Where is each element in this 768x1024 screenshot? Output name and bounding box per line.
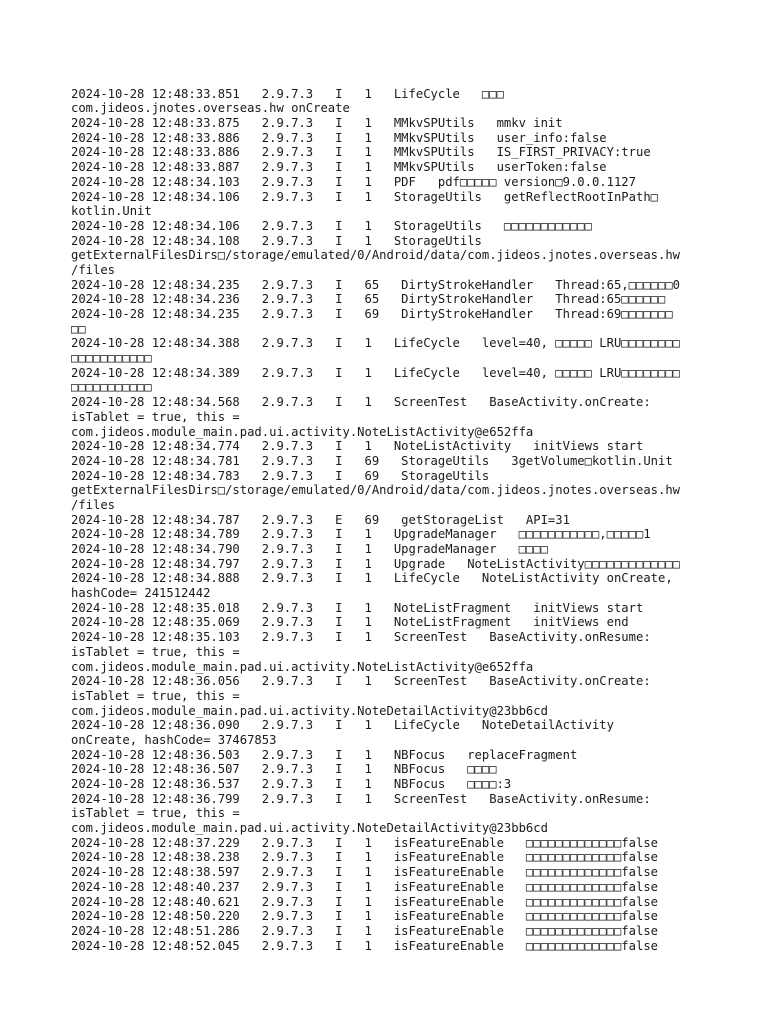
log-line: 2024-10-28 12:48:34.781 2.9.7.3 I 69 StorageUtils 3getVolume□kotlin.Unit xyxy=(71,453,673,468)
log-line: getExternalFilesDirs□/storage/emulated/0/Android/data/com.jideos.jnotes.overseas.hw xyxy=(71,483,681,498)
log-line: 2024-10-28 12:48:34.103 2.9.7.3 I 1 PDF pdf□□□□□ version□9.0.0.1127 xyxy=(71,174,636,189)
log-line: □□□□□□□□□□□ xyxy=(71,351,152,366)
log-line: 2024-10-28 12:48:51.286 2.9.7.3 I 1 isFeatureEnable □□□□□□□□□□□□□false xyxy=(71,923,658,938)
log-line: isTablet = true, this = xyxy=(71,409,240,424)
log-line: 2024-10-28 12:48:34.568 2.9.7.3 I 1 ScreenTest BaseActivity.onCreate: xyxy=(71,395,651,410)
log-line: /files xyxy=(71,262,116,277)
log-line: 2024-10-28 12:48:36.799 2.9.7.3 I 1 ScreenTest BaseActivity.onResume: xyxy=(71,791,651,806)
log-line: 2024-10-28 12:48:33.886 2.9.7.3 I 1 MMkvSPUtils IS_FIRST_PRIVACY:true xyxy=(71,145,651,160)
log-line: 2024-10-28 12:48:33.886 2.9.7.3 I 1 MMkvSPUtils user_info:false xyxy=(71,130,607,145)
log-line: 2024-10-28 12:48:35.069 2.9.7.3 I 1 NoteListFragment initViews end xyxy=(71,615,629,630)
log-line: 2024-10-28 12:48:40.237 2.9.7.3 I 1 isFeatureEnable □□□□□□□□□□□□□false xyxy=(71,879,658,894)
log-line: 2024-10-28 12:48:34.774 2.9.7.3 I 1 NoteListActivity initViews start xyxy=(71,439,644,454)
log-line: 2024-10-28 12:48:34.236 2.9.7.3 I 65 DirtyStrokeHandler Thread:65□□□□□□ xyxy=(71,292,666,307)
log-line: 2024-10-28 12:48:33.851 2.9.7.3 I 1 LifeCycle □□□ xyxy=(71,86,504,101)
log-line: 2024-10-28 12:48:34.789 2.9.7.3 I 1 UpgradeManager □□□□□□□□□□□,□□□□□1 xyxy=(71,527,651,542)
log-line: onCreate, hashCode= 37467853 xyxy=(71,732,277,747)
log-line: 2024-10-28 12:48:36.056 2.9.7.3 I 1 ScreenTest BaseActivity.onCreate: xyxy=(71,674,651,689)
log-line: 2024-10-28 12:48:36.507 2.9.7.3 I 1 NBFocus □□□□ xyxy=(71,762,497,777)
log-line: 2024-10-28 12:48:34.787 2.9.7.3 E 69 getStorageList API=31 xyxy=(71,512,570,527)
log-line: 2024-10-28 12:48:34.797 2.9.7.3 I 1 Upgrade NoteListActivity□□□□□□□□□□□□□ xyxy=(71,556,681,571)
log-line: 2024-10-28 12:48:36.503 2.9.7.3 I 1 NBFocus replaceFragment xyxy=(71,747,578,762)
log-line: /files xyxy=(71,497,116,512)
log-line: com.jideos.module_main.pad.ui.activity.NoteListActivity@e652ffa xyxy=(71,424,534,439)
log-line: isTablet = true, this = xyxy=(71,644,240,659)
log-line: 2024-10-28 12:48:36.537 2.9.7.3 I 1 NBFocus □□□□:3 xyxy=(71,777,512,792)
log-line: 2024-10-28 12:48:37.229 2.9.7.3 I 1 isFeatureEnable □□□□□□□□□□□□□false xyxy=(71,835,658,850)
log-line: isTablet = true, this = xyxy=(71,806,240,821)
log-line: com.jideos.jnotes.overseas.hw onCreate xyxy=(71,101,350,116)
log-line: getExternalFilesDirs□/storage/emulated/0/Android/data/com.jideos.jnotes.overseas.hw xyxy=(71,248,681,263)
log-line: 2024-10-28 12:48:52.045 2.9.7.3 I 1 isFeatureEnable □□□□□□□□□□□□□false xyxy=(71,938,658,953)
log-line: 2024-10-28 12:48:33.887 2.9.7.3 I 1 MMkvSPUtils userToken:false xyxy=(71,160,607,175)
log-line: 2024-10-28 12:48:34.389 2.9.7.3 I 1 LifeCycle level=40, □□□□□ LRU□□□□□□□□ xyxy=(71,365,681,380)
log-line: hashCode= 241512442 xyxy=(71,586,211,601)
log-line: 2024-10-28 12:48:34.388 2.9.7.3 I 1 LifeCycle level=40, □□□□□ LRU□□□□□□□□ xyxy=(71,336,681,351)
log-line: □□ xyxy=(71,321,86,336)
log-line: 2024-10-28 12:48:33.875 2.9.7.3 I 1 MMkvSPUtils mmkv init xyxy=(71,116,563,131)
log-line: 2024-10-28 12:48:34.790 2.9.7.3 I 1 UpgradeManager □□□□ xyxy=(71,542,548,557)
log-line: 2024-10-28 12:48:34.783 2.9.7.3 I 69 StorageUtils xyxy=(71,468,490,483)
log-line: 2024-10-28 12:48:50.220 2.9.7.3 I 1 isFeatureEnable □□□□□□□□□□□□□false xyxy=(71,909,658,924)
log-document xyxy=(71,72,711,953)
log-line: □□□□□□□□□□□ xyxy=(71,380,152,395)
log-line: com.jideos.module_main.pad.ui.activity.NoteDetailActivity@23bb6cd xyxy=(71,703,548,718)
log-line: 2024-10-28 12:48:35.018 2.9.7.3 I 1 NoteListFragment initViews start xyxy=(71,600,644,615)
log-line: 2024-10-28 12:48:34.106 2.9.7.3 I 1 StorageUtils □□□□□□□□□□□□ xyxy=(71,218,592,233)
log-line: 2024-10-28 12:48:34.106 2.9.7.3 I 1 StorageUtils getReflectRootInPath□ xyxy=(71,189,658,204)
log-line: 2024-10-28 12:48:34.108 2.9.7.3 I 1 StorageUtils xyxy=(71,233,482,248)
log-line: com.jideos.module_main.pad.ui.activity.NoteListActivity@e652ffa xyxy=(71,659,534,674)
log-line: 2024-10-28 12:48:38.238 2.9.7.3 I 1 isFeatureEnable □□□□□□□□□□□□□false xyxy=(71,850,658,865)
log-line: 2024-10-28 12:48:34.888 2.9.7.3 I 1 LifeCycle NoteListActivity onCreate, xyxy=(71,571,673,586)
log-line: 2024-10-28 12:48:36.090 2.9.7.3 I 1 LifeCycle NoteDetailActivity xyxy=(71,718,614,733)
log-line: kotlin.Unit xyxy=(71,204,152,219)
log-line: isTablet = true, this = xyxy=(71,688,240,703)
log-line: 2024-10-28 12:48:38.597 2.9.7.3 I 1 isFeatureEnable □□□□□□□□□□□□□false xyxy=(71,865,658,880)
log-line: com.jideos.module_main.pad.ui.activity.NoteDetailActivity@23bb6cd xyxy=(71,821,548,836)
log-line: 2024-10-28 12:48:40.621 2.9.7.3 I 1 isFeatureEnable □□□□□□□□□□□□□false xyxy=(71,894,658,909)
log-line: 2024-10-28 12:48:34.235 2.9.7.3 I 65 DirtyStrokeHandler Thread:65,□□□□□□0 xyxy=(71,277,681,292)
log-line: 2024-10-28 12:48:35.103 2.9.7.3 I 1 ScreenTest BaseActivity.onResume: xyxy=(71,630,651,645)
log-line: 2024-10-28 12:48:34.235 2.9.7.3 I 69 DirtyStrokeHandler Thread:69□□□□□□□ xyxy=(71,307,673,322)
